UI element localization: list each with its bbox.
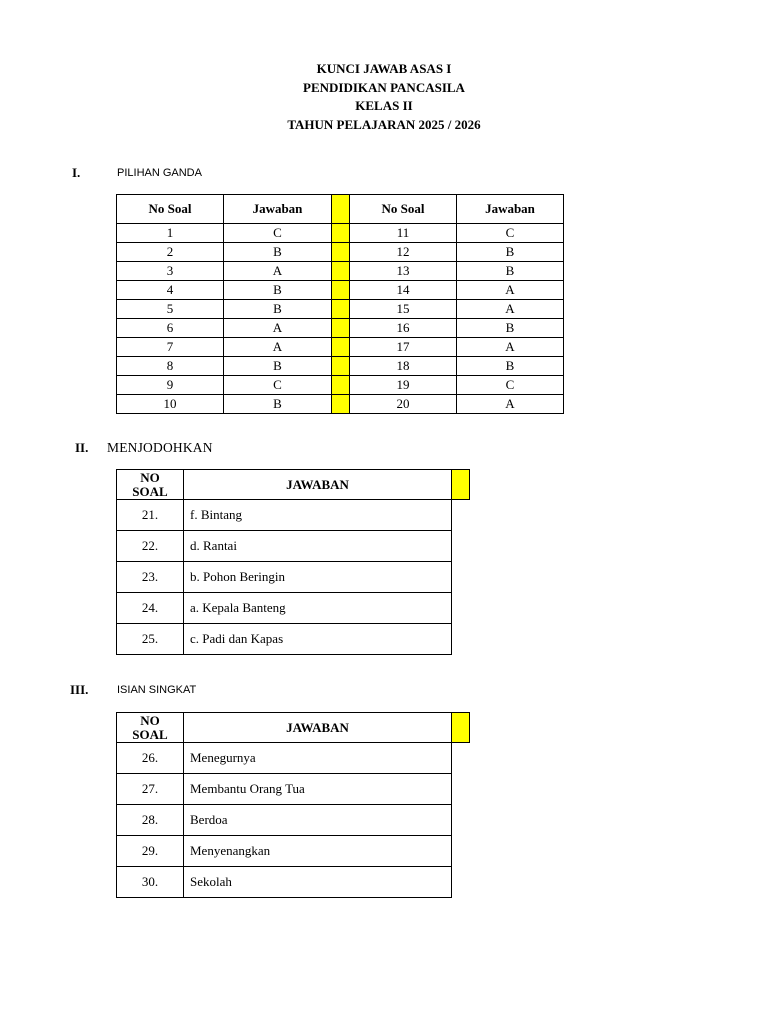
question-number: 24.: [117, 593, 184, 624]
answer: a. Kepala Banteng: [184, 593, 452, 624]
question-number: 30.: [117, 867, 184, 898]
highlight-divider: [332, 224, 350, 243]
question-number: 21.: [117, 500, 184, 531]
question-number: 5: [117, 300, 224, 319]
matching-table: [116, 469, 470, 655]
question-number: 15: [350, 300, 457, 319]
question-number: 26.: [117, 743, 184, 774]
question-number: 14: [350, 281, 457, 300]
answer: A: [457, 395, 564, 414]
question-number: 4: [117, 281, 224, 300]
answer: Sekolah: [184, 867, 452, 898]
table-row: [117, 243, 564, 262]
table-row: [117, 774, 470, 805]
answer: f. Bintang: [184, 500, 452, 531]
question-number: 20: [350, 395, 457, 414]
table-row: [117, 395, 564, 414]
header-jawaban: JAWABAN: [184, 470, 452, 500]
table-header-row: [117, 713, 470, 743]
question-number: 8: [117, 357, 224, 376]
answer: A: [457, 281, 564, 300]
answer: B: [224, 281, 332, 300]
document-title: [0, 60, 768, 134]
table-row: [117, 224, 564, 243]
answer: Menegurnya: [184, 743, 452, 774]
table-row: [117, 338, 564, 357]
section-1-title: PILIHAN GANDA: [117, 167, 202, 179]
header-jawaban: JAWABAN: [184, 713, 452, 743]
section-3-title: ISIAN SINGKAT: [117, 684, 197, 696]
question-number: 1: [117, 224, 224, 243]
answer: A: [224, 338, 332, 357]
table-row: [117, 867, 470, 898]
table-row: [117, 562, 470, 593]
table-row: [117, 357, 564, 376]
header-jawaban: Jawaban: [224, 195, 332, 224]
header-no-line-1: NO: [140, 469, 160, 485]
table-row: [117, 319, 564, 338]
header-no-line-2: SOAL: [132, 726, 168, 742]
question-number: 10: [117, 395, 224, 414]
answer: A: [457, 300, 564, 319]
answer: B: [457, 243, 564, 262]
question-number: 19: [350, 376, 457, 395]
highlight-column: [452, 713, 470, 743]
header-no-soal: [117, 713, 184, 743]
table-row: [117, 836, 470, 867]
answer: Menyenangkan: [184, 836, 452, 867]
highlight-divider: [332, 376, 350, 395]
highlight-column: [452, 470, 470, 500]
title-line-1: KUNCI JAWAB ASAS I: [316, 61, 452, 76]
title-line-2: PENDIDIKAN PANCASILA: [303, 79, 465, 95]
answer: B: [224, 243, 332, 262]
answer: B: [224, 357, 332, 376]
question-number: 3: [117, 262, 224, 281]
question-number: 28.: [117, 805, 184, 836]
question-number: 2: [117, 243, 224, 262]
header-no-soal: [117, 470, 184, 500]
table-row: [117, 300, 564, 319]
question-number: 16: [350, 319, 457, 338]
answer: C: [224, 376, 332, 395]
answer: B: [457, 262, 564, 281]
table-row: [117, 531, 470, 562]
answer: B: [224, 395, 332, 414]
question-number: 9: [117, 376, 224, 395]
answer: B: [457, 357, 564, 376]
table-row: [117, 281, 564, 300]
short-answer-table: [116, 712, 470, 898]
header-jawaban-2: Jawaban: [457, 195, 564, 224]
question-number: 29.: [117, 836, 184, 867]
highlight-divider: [332, 300, 350, 319]
highlight-divider: [332, 395, 350, 414]
question-number: 22.: [117, 531, 184, 562]
table-row: [117, 593, 470, 624]
question-number: 11: [350, 224, 457, 243]
answer: B: [457, 319, 564, 338]
section-3-number: III.: [70, 682, 89, 697]
highlight-divider: [332, 243, 350, 262]
highlight-divider: [332, 281, 350, 300]
question-number: 12: [350, 243, 457, 262]
table-row: [117, 624, 470, 655]
highlight-divider: [332, 262, 350, 281]
answer: B: [224, 300, 332, 319]
table-row: [117, 805, 470, 836]
answer: C: [457, 224, 564, 243]
answer: C: [457, 376, 564, 395]
answer: C: [224, 224, 332, 243]
question-number: 18: [350, 357, 457, 376]
answer: A: [224, 319, 332, 338]
answer: c. Padi dan Kapas: [184, 624, 452, 655]
question-number: 6: [117, 319, 224, 338]
table-row: [117, 376, 564, 395]
question-number: 7: [117, 338, 224, 357]
header-no-line-2: SOAL: [132, 483, 168, 499]
question-number: 23.: [117, 562, 184, 593]
question-number: 27.: [117, 774, 184, 805]
header-no-line-1: NO: [140, 712, 160, 728]
question-number: 13: [350, 262, 457, 281]
highlight-divider: [332, 338, 350, 357]
answer: Membantu Orang Tua: [184, 774, 452, 805]
table-row: [117, 262, 564, 281]
section-1-number: I.: [72, 165, 81, 180]
multiple-choice-table: [116, 194, 564, 414]
title-line-3: KELAS II: [355, 98, 413, 113]
highlight-divider: [332, 319, 350, 338]
table-header-row: [117, 470, 470, 500]
answer: d. Rantai: [184, 531, 452, 562]
table-header-row: [117, 195, 564, 224]
question-number: 17: [350, 338, 457, 357]
answer: Berdoa: [184, 805, 452, 836]
section-2-number: II.: [75, 440, 89, 455]
answer: b. Pohon Beringin: [184, 562, 452, 593]
highlight-divider: [332, 357, 350, 376]
title-line-4: TAHUN PELAJARAN 2025 / 2026: [287, 116, 481, 132]
highlight-divider: [332, 195, 350, 224]
question-number: 25.: [117, 624, 184, 655]
table-row: [117, 743, 470, 774]
answer: A: [457, 338, 564, 357]
header-no-soal-2: No Soal: [350, 195, 457, 224]
table-row: [117, 500, 470, 531]
section-2-title: MENJODOHKAN: [107, 440, 213, 455]
answer: A: [224, 262, 332, 281]
header-no-soal: No Soal: [117, 195, 224, 224]
